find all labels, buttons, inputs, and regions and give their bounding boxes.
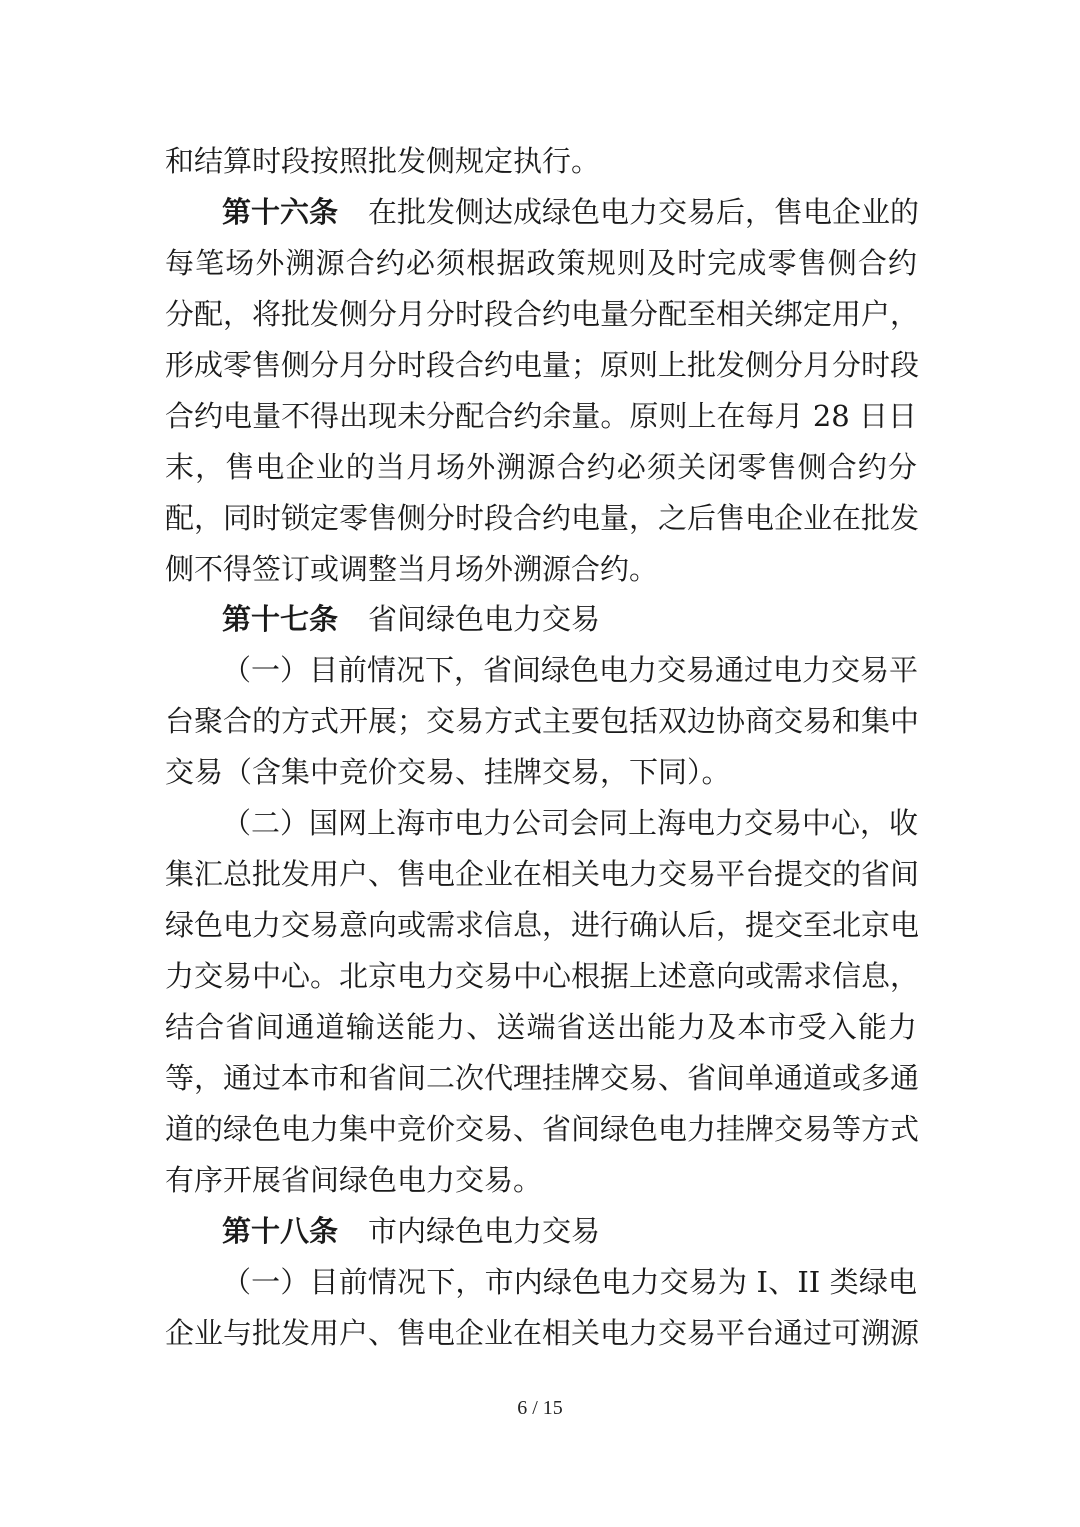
text-line: 绿色电力交易意向或需求信息，进行确认后，提交至北京电 [165,908,920,942]
text-line: （一）目前情况下，市内绿色电力交易为 I、II 类绿电 [222,1265,917,1299]
article-16-heading: 第十六条 [222,195,339,229]
text-line: 分配，将批发侧分月分时段合约电量分配至相关绑定用户， [165,297,920,331]
text-line: 集汇总批发用户、售电企业在相关电力交易平台提交的省间 [165,857,920,891]
text-line: 力交易中心。北京电力交易中心根据上述意向或需求信息， [165,959,920,993]
text-line: 台聚合的方式开展；交易方式主要包括双边协商交易和集中 [165,704,920,738]
article-16-first-line: 第十六条 在批发侧达成绿色电力交易后，售电企业的 [222,195,920,229]
text-line: 有序开展省间绿色电力交易。 [165,1163,543,1197]
page-number: 6 / 15 [517,1397,563,1419]
text-line: 末，售电企业的当月场外溯源合约必须关闭零售侧合约分 [165,450,917,484]
article-18-first-line: 第十八条 市内绿色电力交易 [222,1214,601,1248]
text-line: 道的绿色电力集中竞价交易、省间绿色电力挂牌交易等方式 [165,1112,920,1146]
article-18-heading: 第十八条 [222,1214,339,1248]
text-line: 侧不得签订或调整当月场外溯源合约。 [165,552,659,586]
text-line: 等，通过本市和省间二次代理挂牌交易、省间单通道或多通 [165,1061,920,1095]
article-17-first-line: 第十七条 省间绿色电力交易 [222,602,601,636]
article-17-heading: 第十七条 [222,602,339,636]
text-line: （二）国网上海市电力公司会同上海电力交易中心，收 [222,806,919,840]
text-line: （一）目前情况下，省间绿色电力交易通过电力交易平 [222,653,919,687]
text-line: 合约电量不得出现未分配合约余量。原则上在每月 28 日日 [165,399,917,433]
text-line: 交易（含集中竞价交易、挂牌交易，下同）。 [165,755,731,789]
text-line: 和结算时段按照批发侧规定执行。 [165,144,601,178]
text-line: 形成零售侧分月分时段合约电量；原则上批发侧分月分时段 [165,348,920,382]
text-line: 结合省间通道输送能力、送端省送出能力及本市受入能力 [165,1010,917,1044]
text-line: 企业与批发用户、售电企业在相关电力交易平台通过可溯源 [165,1316,920,1350]
text-line: 配，同时锁定零售侧分时段合约电量，之后售电企业在批发 [165,501,920,535]
text-line: 每笔场外溯源合约必须根据政策规则及时完成零售侧合约 [165,246,917,280]
